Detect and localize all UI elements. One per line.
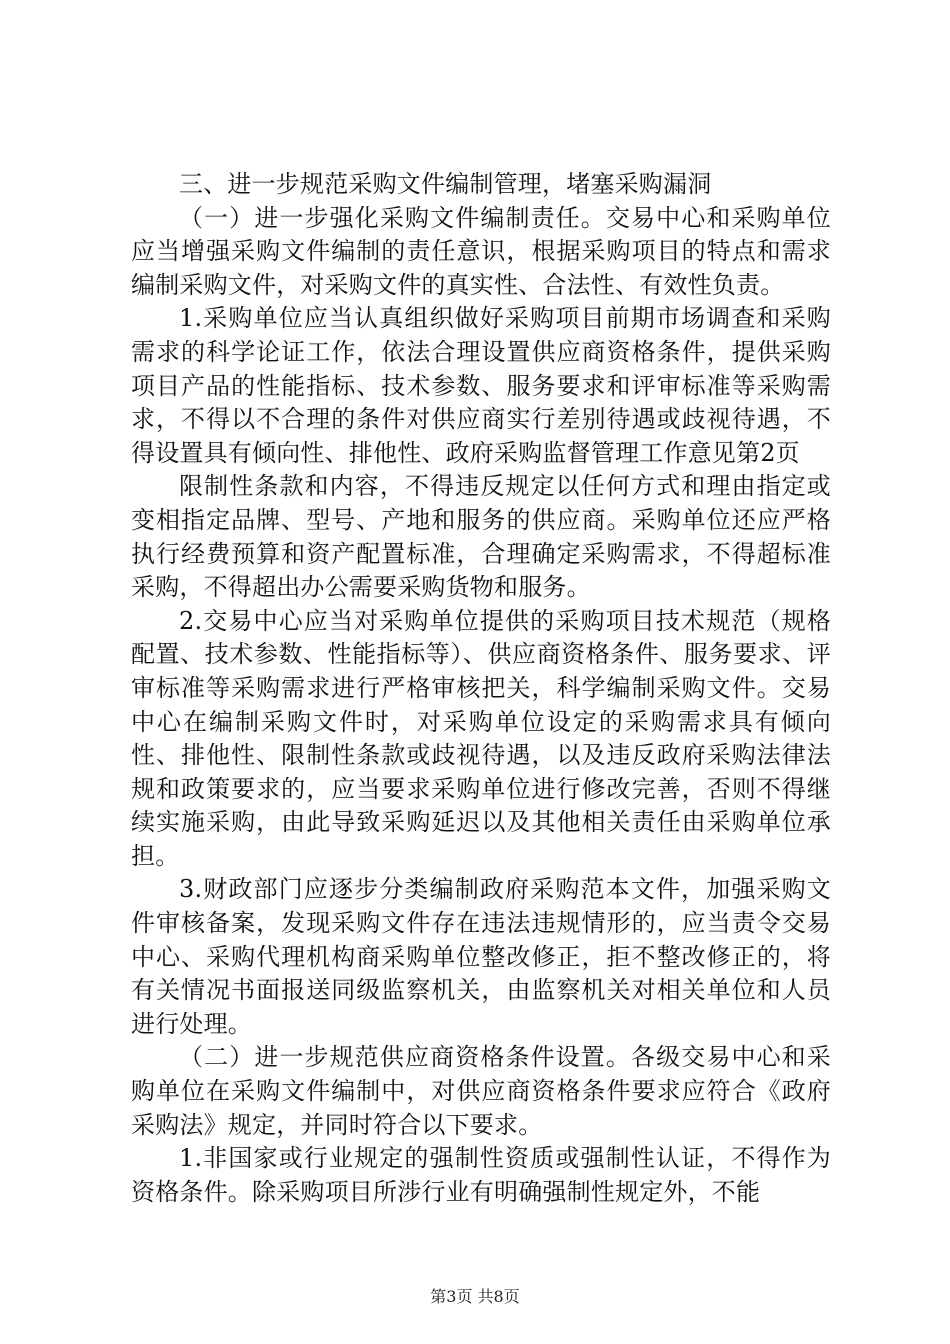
body-paragraph: 1.采购单位应当认真组织做好采购项目前期市场调查和采购需求的科学论证工作，依法合理设置供应商资格条件，提供采购项目产品的性能指标、技术参数、服务要求和评审标准等采购需求，不得以不合理的条件对供应商实行差别待遇或歧视待遇，不得设置具有倾向性、排他性、政府采购监督管理工作意见第2页 (131, 304, 831, 467)
body-paragraph: （一）进一步强化采购文件编制责任。交易中心和采购单位应当增强采购文件编制的责任意识，根据采购项目的特点和需求编制采购文件，对采购文件的真实性、合法性、有效性负责。 (131, 203, 831, 299)
page-number-footer: 第3页 共8页 (430, 1287, 520, 1306)
section-heading: 三、进一步规范采购文件编制管理，堵塞采购漏洞 (179, 170, 712, 198)
body-paragraph: 3.财政部门应逐步分类编制政府采购范本文件，加强采购文件审核备案，发现采购文件存在违法违规情形的，应当责令交易中心、采购代理机构商采购单位整改修正，拒不整改修正的，将有关情况书面报送同级监察机关，由监察机关对相关单位和人员进行处理。 (131, 875, 831, 1038)
body-paragraph: 2.交易中心应当对采购单位提供的采购项目技术规范（规格配置、技术参数、性能指标等）、供应商资格条件、服务要求、评审标准等采购需求进行严格审核把关，科学编制采购文件。交易中心在编制采购文件时，对采购单位设定的采购需求具有倾向性、排他性、限制性条款或歧视待遇，以及违反政府采购法律法规和政策要求的，应当要求采购单位进行修改完善，否则不得继续实施采购，由此导致采购延迟以及其他相关责任由采购单位承担。 (131, 606, 831, 870)
body-paragraph: （二）进一步规范供应商资格条件设置。各级交易中心和采购单位在采购文件编制中，对供应商资格条件要求应符合《政府采购法》规定，并同时符合以下要求。 (131, 1043, 831, 1139)
document-body (131, 168, 831, 1209)
body-paragraph: 1.非国家或行业规定的强制性资质或强制性认证，不得作为资格条件。除采购项目所涉行业有明确强制性规定外，不能 (131, 1144, 831, 1206)
body-paragraph: 限制性条款和内容，不得违反规定以任何方式和理由指定或变相指定品牌、型号、产地和服务的供应商。采购单位还应严格执行经费预算和资产配置标准，合理确定采购需求，不得超标准采购，不得超出办公需要采购货物和服务。 (131, 472, 831, 602)
